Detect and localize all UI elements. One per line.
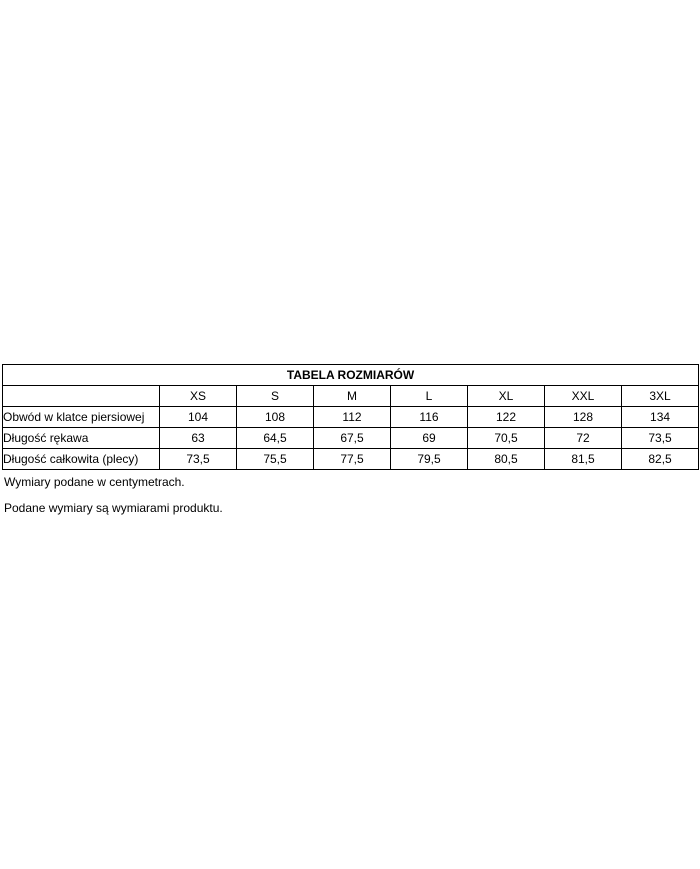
size-table <box>2 364 699 470</box>
row-label-total-length: Długość całkowita (plecy) <box>3 449 160 470</box>
table-cell: 63 <box>160 428 237 449</box>
table-cell: 116 <box>391 407 468 428</box>
size-header-xxl: XXL <box>545 386 622 407</box>
row-label-chest: Obwód w klatce piersiowej <box>3 407 160 428</box>
size-header-row <box>3 386 699 407</box>
table-cell: 134 <box>622 407 699 428</box>
table-cell: 73,5 <box>160 449 237 470</box>
table-row <box>3 428 699 449</box>
table-cell: 75,5 <box>237 449 314 470</box>
size-header-xs: XS <box>160 386 237 407</box>
table-cell: 82,5 <box>622 449 699 470</box>
table-row <box>3 449 699 470</box>
row-label-sleeve: Długość rękawa <box>3 428 160 449</box>
size-chart <box>2 364 698 516</box>
size-header-3xl: 3XL <box>622 386 699 407</box>
table-title-row <box>3 365 699 386</box>
table-cell: 112 <box>314 407 391 428</box>
size-header-s: S <box>237 386 314 407</box>
table-cell: 104 <box>160 407 237 428</box>
table-cell: 72 <box>545 428 622 449</box>
table-cell: 80,5 <box>468 449 545 470</box>
table-title: TABELA ROZMIARÓW <box>3 365 699 386</box>
table-cell: 77,5 <box>314 449 391 470</box>
size-header-m: M <box>314 386 391 407</box>
note-product: Podane wymiary są wymiarami produktu. <box>4 501 223 515</box>
table-row <box>3 407 699 428</box>
table-cell: 122 <box>468 407 545 428</box>
table-cell: 128 <box>545 407 622 428</box>
size-header-l: L <box>391 386 468 407</box>
table-cell: 67,5 <box>314 428 391 449</box>
size-header-xl: XL <box>468 386 545 407</box>
table-cell: 79,5 <box>391 449 468 470</box>
note-units: Wymiary podane w centymetrach. <box>4 475 185 489</box>
table-cell: 64,5 <box>237 428 314 449</box>
table-cell: 73,5 <box>622 428 699 449</box>
table-cell: 108 <box>237 407 314 428</box>
header-spacer <box>3 386 160 407</box>
table-cell: 69 <box>391 428 468 449</box>
table-cell: 70,5 <box>468 428 545 449</box>
table-cell: 81,5 <box>545 449 622 470</box>
